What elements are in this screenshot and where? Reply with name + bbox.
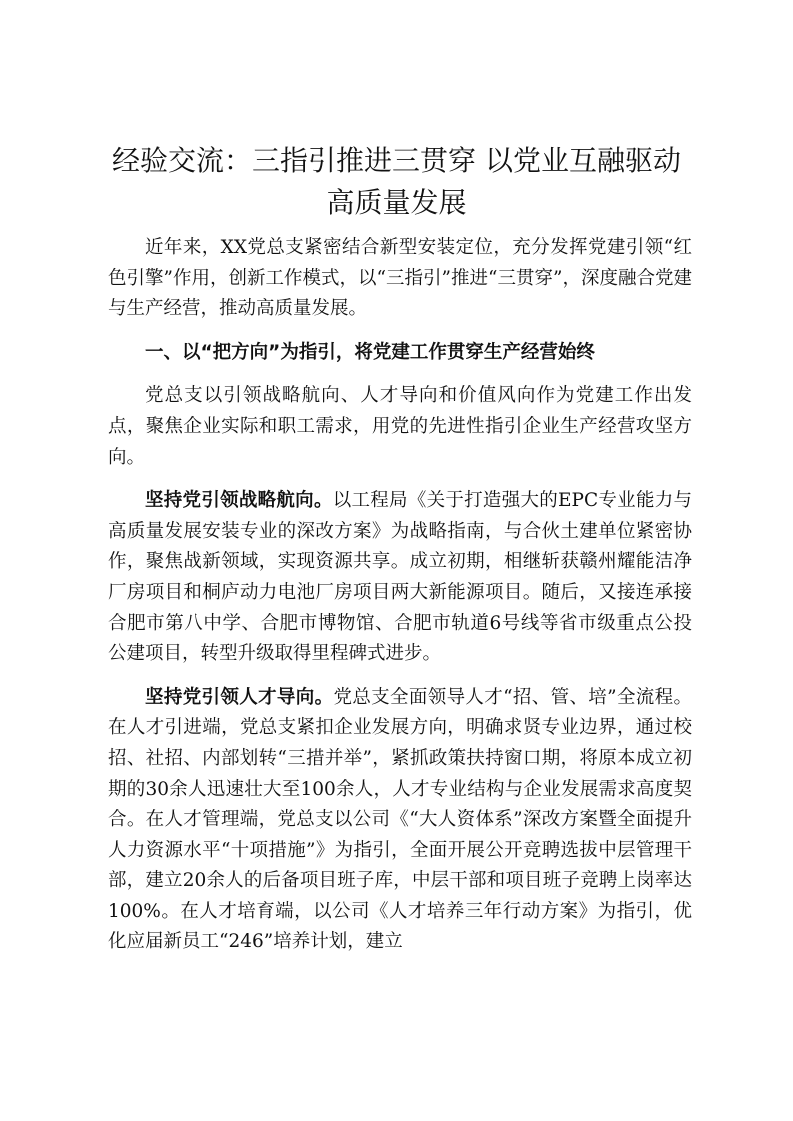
document-body: [108, 233, 692, 958]
strategy-text: 以工程局《关于打造强大的EPC专业能力与高质量发展安装专业的深改方案》为战略指南，与合伙土建单位紧密协作，聚焦战新领域，实现资源共享。成立初期，相继斩获赣州耀能洁净厂房项目和桐庐动力电池厂房项目两大新能源项目。随后，又接连承接合肥市第八中学、合肥市博物馆、合肥市轨道6号线等省市级重点公投公建项目，转型升级取得里程碑式进步。: [108, 490, 692, 665]
talent-text: 党总支全面领导人才“招、管、培”全流程。在人才引进端，党总支紧扣企业发展方向，明确求贤专业边界，通过校招、社招、内部划转“三措并举”，紧抓政策扶持窗口期，将原本成立初期的30余人迅速壮大至100余人，人才专业结构与企业发展需求高度契合。在人才管理端，党总支以公司《“大人资体系”深改方案暨全面提升人力资源水平“十项措施”》为指引，全面开展公开竞聘选拔中层管理干部，建立20余人的后备项目班子库，中层干部和项目班子竞聘上岗率达100%。在人才培育端，以公司《人才培养三年行动方案》为指引，优化应届新员工“246”培养计划，建立: [108, 686, 692, 953]
intro-paragraph: 近年来，XX党总支紧密结合新型安装定位，充分发挥党建引领“红色引擎”作用，创新工作模式，以“三指引”推进“三贯穿”，深度融合党建与生产经营，推动高质量发展。: [108, 237, 692, 320]
section-paragraph: 党总支以引领战略航向、人才导向和价值风向作为党建工作出发点，聚焦企业实际和职工需求，用党的先进性指引企业生产经营攻坚方向。: [108, 385, 692, 468]
strategy-lead: 坚持党引领战略航向。: [145, 490, 333, 512]
document-title: 经验交流：三指引推进三贯穿 以党业互融驱动高质量发展: [112, 144, 681, 219]
section-heading: 一、以“把方向”为指引，将党建工作贯穿生产经营始终: [145, 341, 595, 363]
talent-lead: 坚持党引领人才导向。: [145, 686, 334, 708]
strategy-paragraph: [108, 486, 692, 670]
talent-paragraph: [108, 683, 692, 958]
